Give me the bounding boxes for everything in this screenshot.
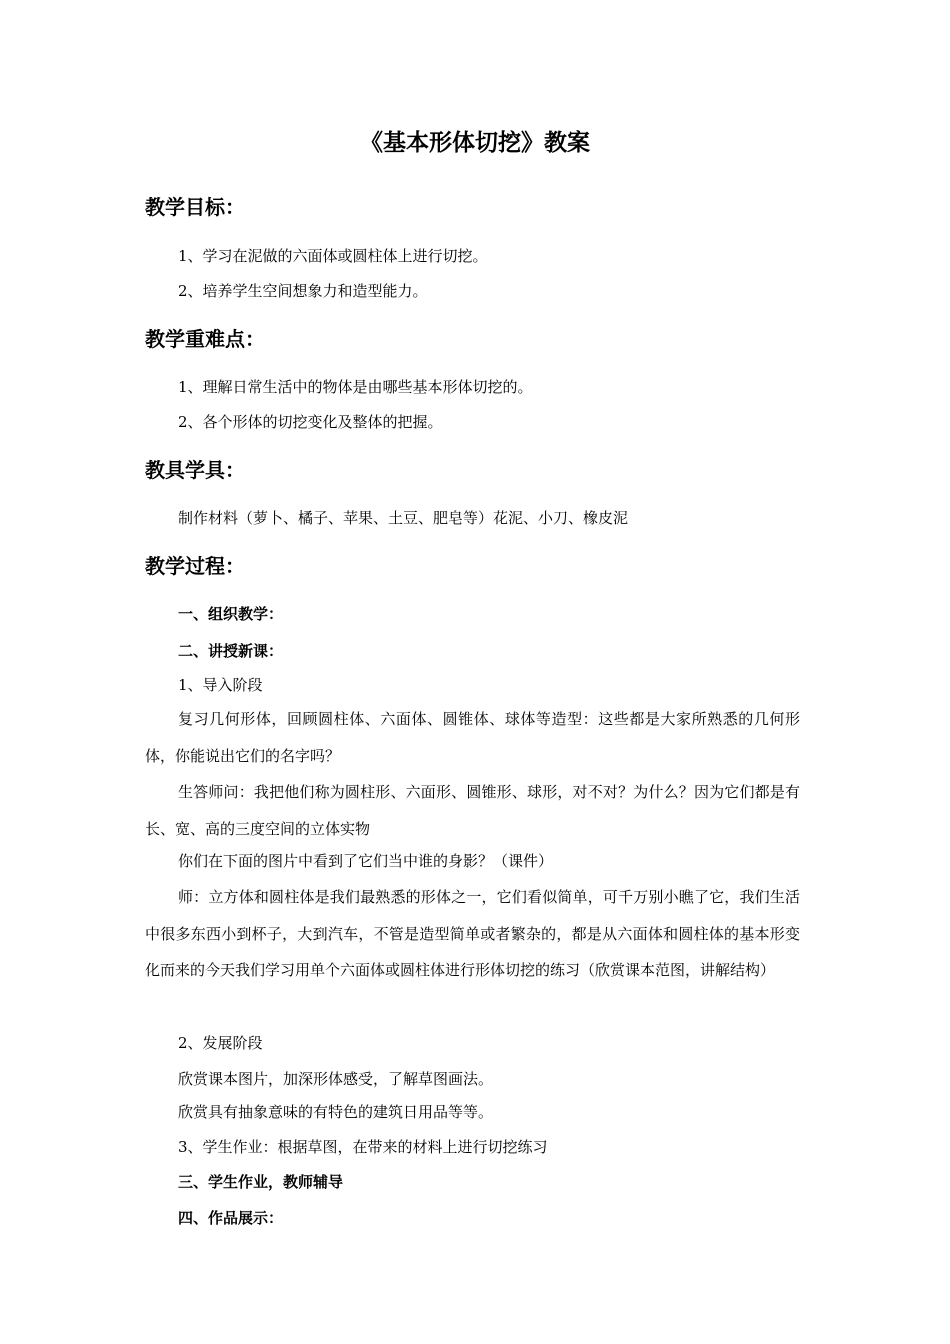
process-stage-1: 1、导入阶段 [178, 676, 263, 694]
process-heading: 教学过程： [145, 554, 245, 578]
process-paragraph-1: 复习几何形体，回顾圆柱体、六面体、圆锥体、球体等造型：这些都是大家所熟悉的几何形体，你能说出它们的名字吗？ [145, 710, 800, 765]
key-point-item-2: 2、各个形体的切挖变化及整体的把握。 [178, 413, 443, 431]
process-paragraph-6: 欣赏具有抽象意味的有特色的建筑日用品等等。 [178, 1103, 494, 1121]
objectives-heading: 教学目标： [145, 195, 245, 219]
process-paragraph-7: 3、学生作业：根据草图，在带来的材料上进行切挖练习 [178, 1138, 548, 1156]
process-paragraph-2: 生答师问：我把他们称为圆柱形、六面形、圆锥形、球形，对不对？为什么？因为它们都是有长、宽、高的三度空间的立体实物 [145, 783, 800, 838]
document-title: 《基本形体切挖》教案 [360, 129, 590, 156]
objective-item-2: 2、培养学生空间想象力和造型能力。 [178, 282, 428, 300]
process-paragraph-3: 你们在下面的图片中看到了它们当中谁的身影？（课件） [178, 852, 554, 870]
process-paragraph-4: 师：立方体和圆柱体是我们最熟悉的形体之一，它们看似简单，可千万别小瞧了它，我们生活中很多东西小到杯子，大到汽车，不管是造型简单或者繁杂的，都是从六面体和圆柱体的基本形变化而来的今天我们学习用单个六面体或圆柱体进行形体切挖的练习（欣赏课本范图，讲解结构） [145, 888, 800, 979]
tools-heading: 教具学具： [145, 458, 245, 482]
process-step-3: 三、学生作业，教师辅导 [178, 1173, 344, 1191]
key-point-item-1: 1、理解日常生活中的物体是由哪些基本形体切挖的。 [178, 378, 533, 396]
process-step-4: 四、作品展示： [178, 1209, 284, 1227]
process-step-2: 二、讲授新课： [178, 642, 284, 660]
process-stage-2: 2、发展阶段 [178, 1034, 263, 1052]
process-paragraph-5: 欣赏课本图片，加深形体感受，了解草图画法。 [178, 1070, 494, 1088]
process-step-1: 一、组织教学： [178, 605, 284, 623]
tools-item-1: 制作材料（萝卜、橘子、苹果、土豆、肥皂等）花泥、小刀、橡皮泥 [178, 509, 629, 527]
objective-item-1: 1、学习在泥做的六面体或圆柱体上进行切挖。 [178, 247, 488, 265]
key-points-heading: 教学重难点： [145, 327, 265, 351]
